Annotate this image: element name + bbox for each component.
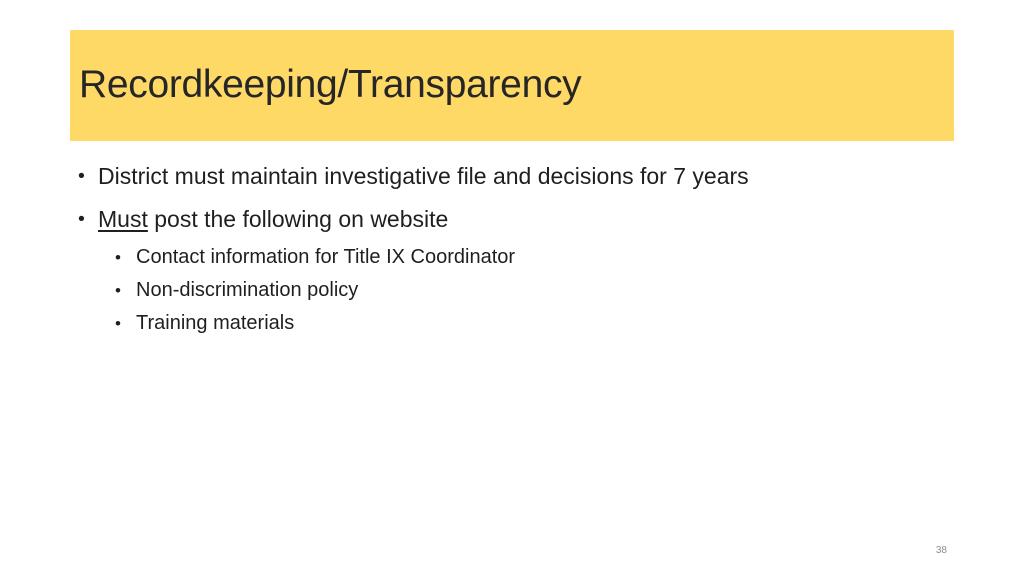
slide-title: Recordkeeping/Transparency: [79, 63, 582, 106]
sub-bullet-item: [78, 307, 958, 340]
bullet-icon: •: [115, 314, 121, 333]
bullet-icon: •: [115, 248, 121, 267]
bullet-text: District must maintain investigative file and decisions for 7 years: [98, 163, 749, 189]
title-band: [70, 30, 954, 141]
bullet-item: [78, 198, 958, 241]
bullet-icon: •: [115, 281, 121, 300]
bullet-text: post the following on website: [147, 206, 449, 232]
bullet-icon: •: [78, 208, 85, 230]
bullet-emphasis: Must: [98, 206, 148, 232]
sub-bullet-item: [78, 274, 958, 307]
sub-bullet-text: Non-discrimination policy: [136, 279, 359, 301]
bullet-icon: •: [78, 165, 85, 187]
sub-bullet-text: Contact information for Title IX Coordinator: [136, 246, 516, 268]
bullet-item: [78, 155, 958, 198]
sub-bullet-item: [78, 241, 958, 274]
page-number: 38: [935, 545, 947, 556]
sub-bullet-text: Training materials: [136, 312, 295, 334]
bullet-list: [78, 155, 958, 340]
